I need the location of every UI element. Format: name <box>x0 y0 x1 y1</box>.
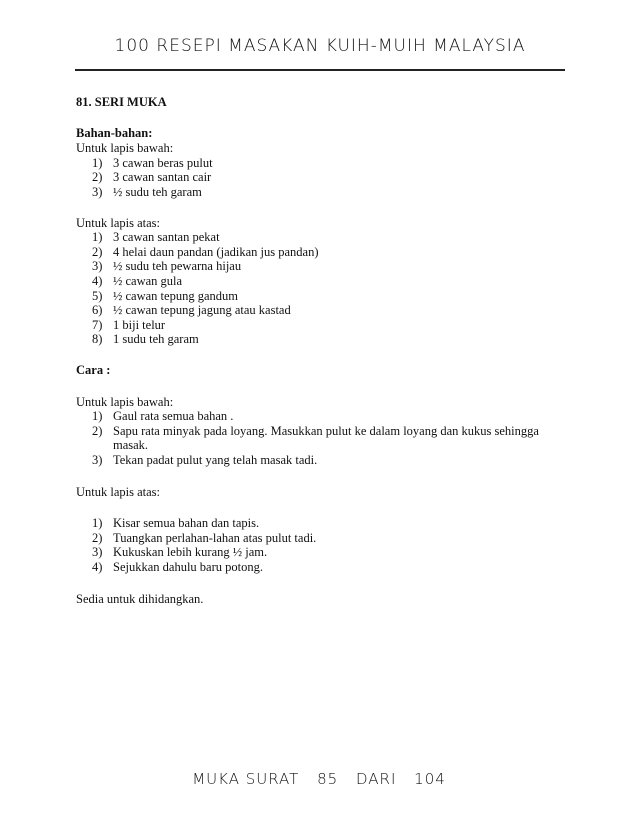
list-item: 5) ½ cawan tepung gandum <box>92 288 238 303</box>
footer-page-number: 85 <box>317 770 339 788</box>
bottom-layer-label: Untuk lapis bawah: <box>76 141 174 156</box>
top-layer-ingredients <box>76 230 556 347</box>
list-item: 3) ½ sudu teh pewarna hijau <box>92 259 242 274</box>
recipe-title: 81. SERI MUKA <box>76 95 167 109</box>
footer-prefix: MUKA SURAT <box>192 770 300 788</box>
bottom-layer-ingredients <box>76 156 556 200</box>
method-bottom-label: Untuk lapis bawah: <box>76 394 174 409</box>
list-item: 1) 3 cawan beras pulut <box>92 155 213 170</box>
list-item: 1) 3 cawan santan pekat <box>92 230 220 245</box>
method-top-label: Untuk lapis atas: <box>76 485 161 500</box>
list-item: 7) 1 biji telur <box>92 317 166 332</box>
list-item: 1) Gaul rata semua bahan . <box>92 409 234 424</box>
method-bottom-steps <box>76 409 556 467</box>
list-item: 8) 1 sudu teh garam <box>92 332 199 347</box>
list-item: 4) Sejukkan dahulu baru potong. <box>92 559 263 574</box>
ingredients-heading: Bahan-bahan: <box>76 125 153 140</box>
list-item: 2) 4 helai daun pandan (jadikan jus pandan) <box>92 244 319 259</box>
header-rule <box>75 69 565 71</box>
method-top-steps <box>76 516 556 574</box>
list-item: 3) Kukuskan lebih kurang ½ jam. <box>92 545 268 560</box>
method-heading: Cara : <box>76 362 111 377</box>
list-item: 4) ½ cawan gula <box>92 273 183 288</box>
list-item: 3) Tekan padat pulut yang telah masak tadi. <box>92 452 318 467</box>
list-item: 2) Sapu rata minyak pada loyang. Masukkan pulut ke dalam loyang dan kukus sehingga masak. <box>92 423 539 453</box>
closing-line: Sedia untuk dihidangkan. <box>76 592 204 607</box>
list-item: 6) ½ cawan tepung jagung atau kastad <box>92 303 291 318</box>
footer-of-label: DARI <box>355 770 397 788</box>
footer-total-pages: 104 <box>414 770 446 788</box>
list-item: 3) ½ sudu teh garam <box>92 184 202 199</box>
recipe-content <box>76 95 556 607</box>
list-item: 2) Tuangkan perlahan-lahan atas pulut tadi. <box>92 530 317 545</box>
list-item: 1) Kisar semua bahan dan tapis. <box>92 516 260 531</box>
page-footer <box>0 770 638 788</box>
top-layer-label: Untuk lapis atas: <box>76 215 161 230</box>
page-header-title: 100 RESEPI MASAKAN KUIH-MUIH MALAYSIA <box>114 36 526 56</box>
list-item: 2) 3 cawan santan cair <box>92 170 212 185</box>
